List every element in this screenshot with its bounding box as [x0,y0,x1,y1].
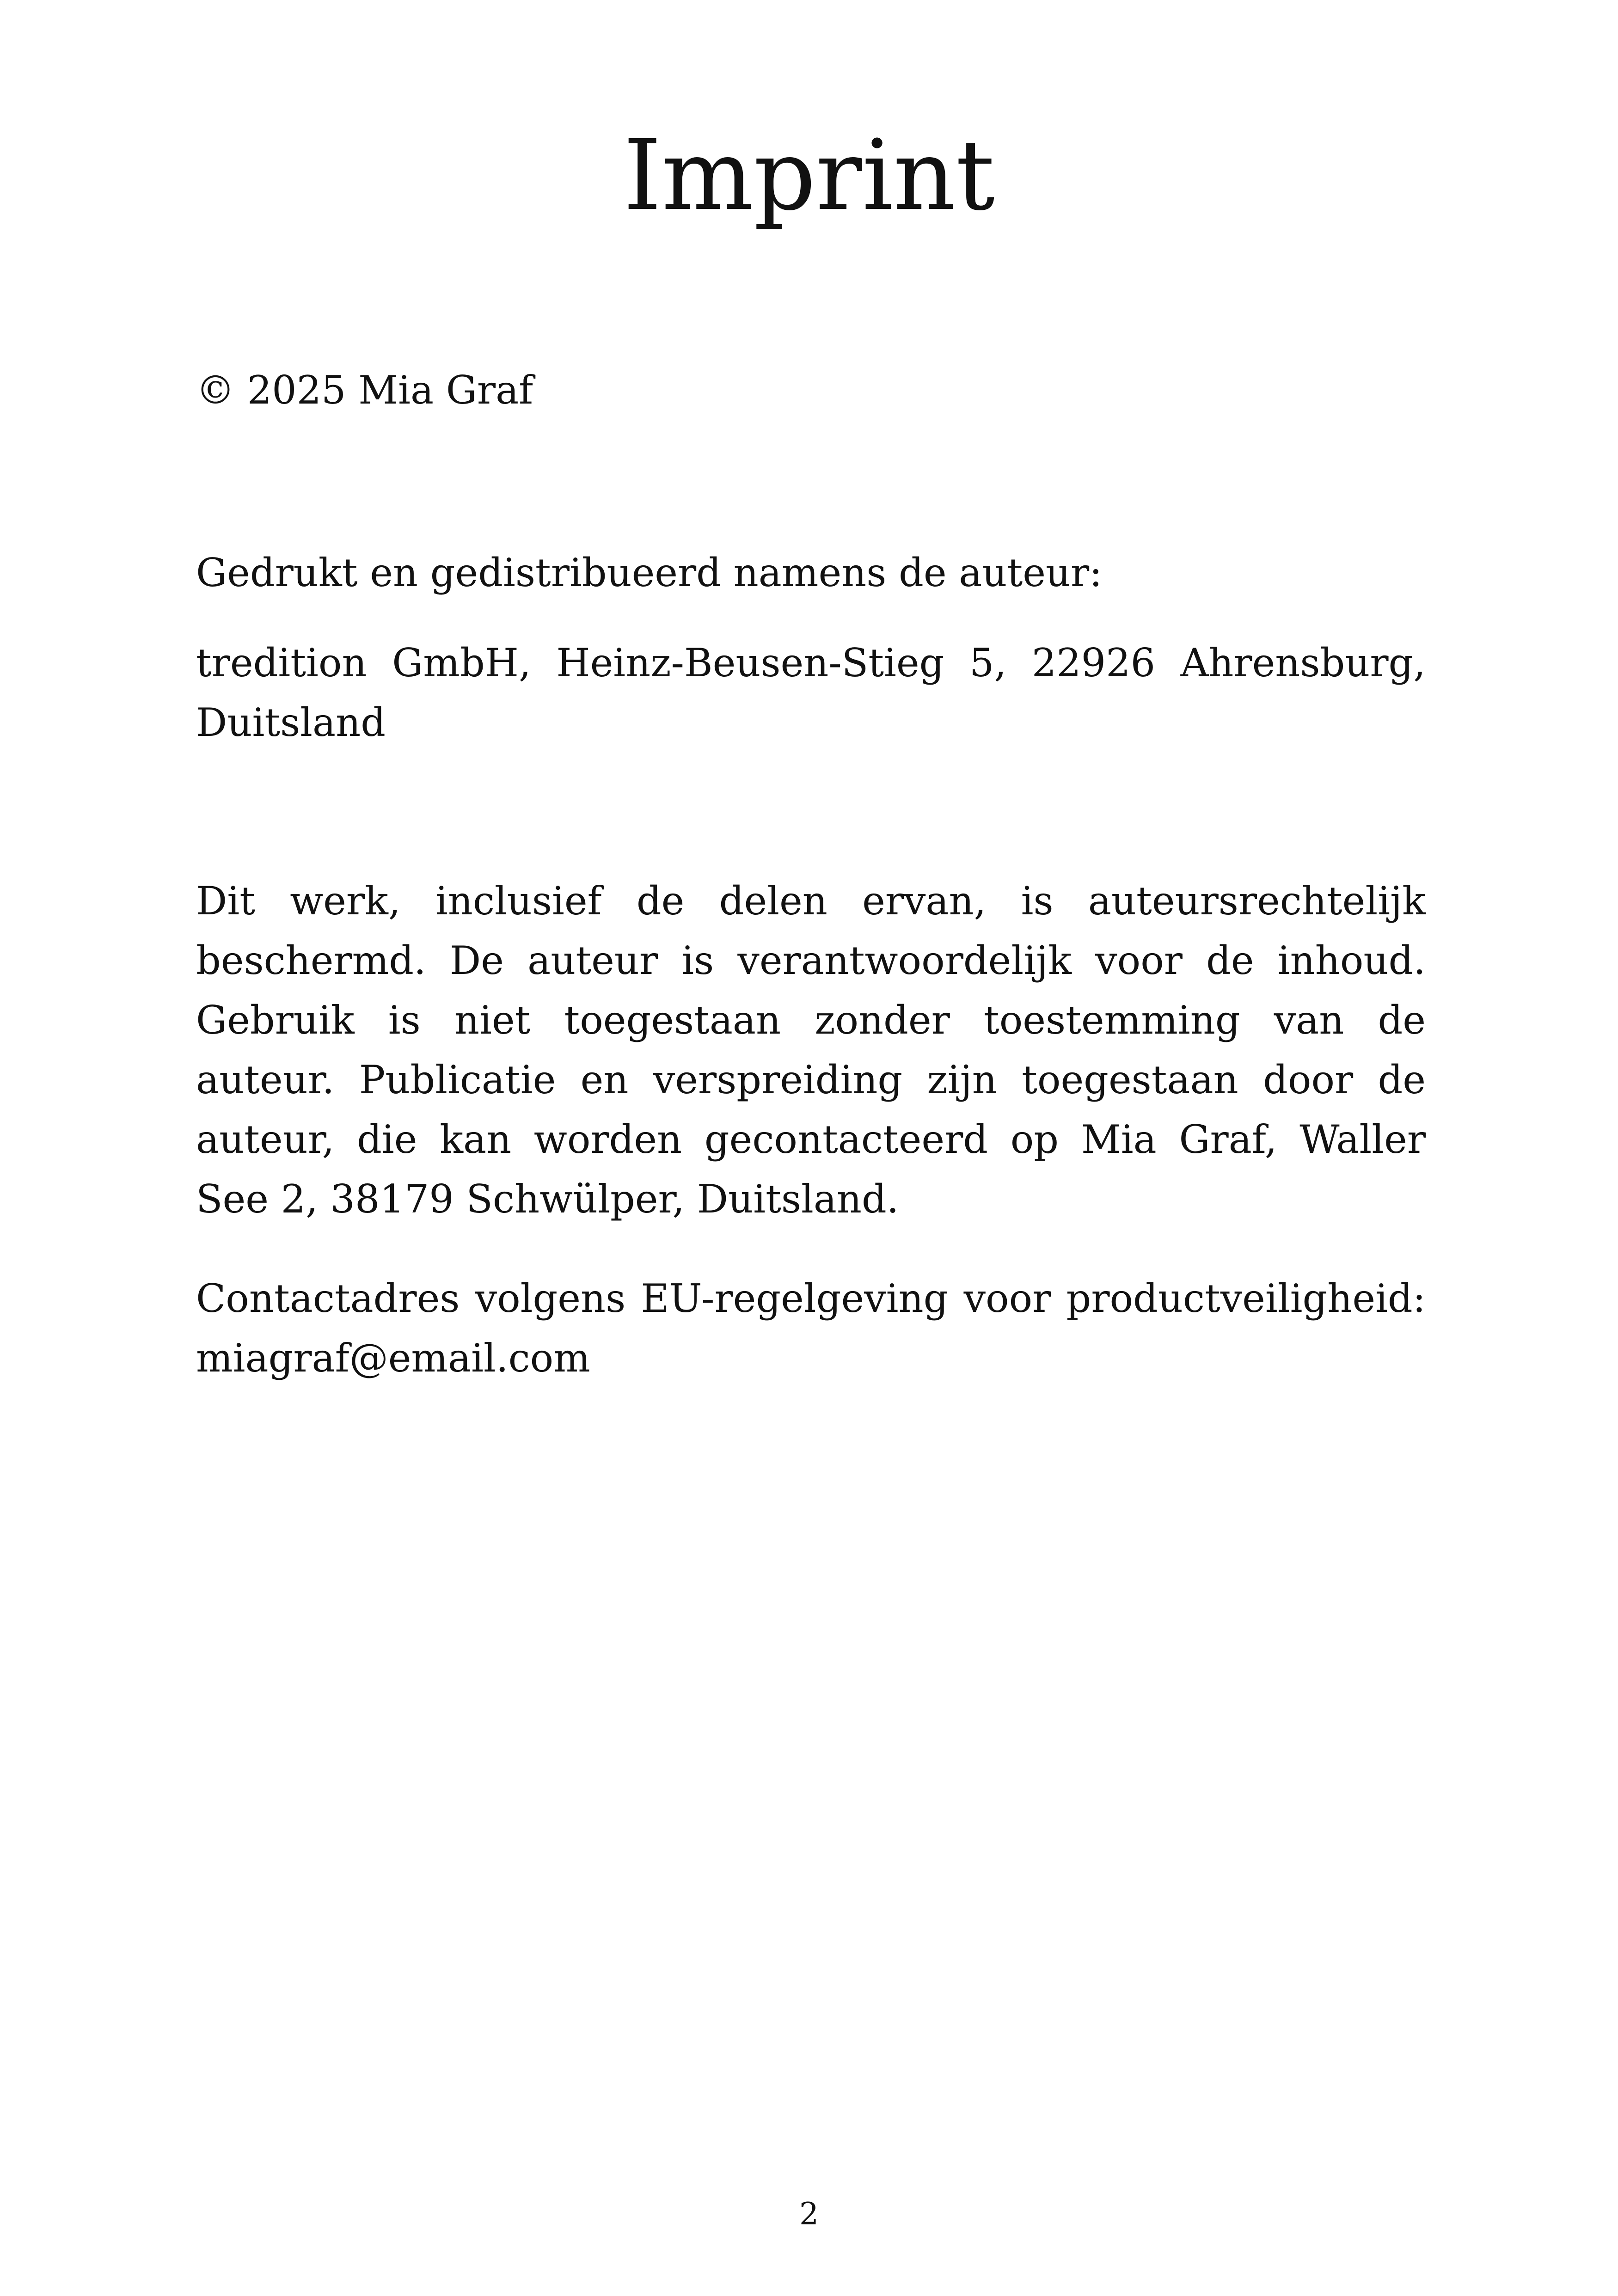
page-title: Imprint [623,119,995,232]
copyright-notice: © 2025 Mia Graf [196,367,533,413]
product-safety-contact: Contactadres volgens EU-regelgeving voor productveiligheid: miagraf@email.com [196,1276,1426,1381]
rights-notice: Dit werk, inclusief de delen ervan, is auteursrechtelijk beschermd. De auteur is verantwoordelijk voor de inhoud. Gebruik is niet toegestaan zonder toestemming van de auteur. Publicatie en verspreiding zijn toegestaan door de auteur, die kan worden gecontacteerd op Mia Graf, Waller See 2, 38179 Schwülper, Duitsland. [196,878,1426,1222]
page-number: 2 [799,2196,819,2232]
printed-distributed-intro: Gedrukt en gedistribueerd namens de auteur: [196,550,1103,595]
publisher-address: tredition GmbH, Heinz-Beusen-Stieg 5, 22926 Ahrensburg, Duitsland [196,640,1426,745]
